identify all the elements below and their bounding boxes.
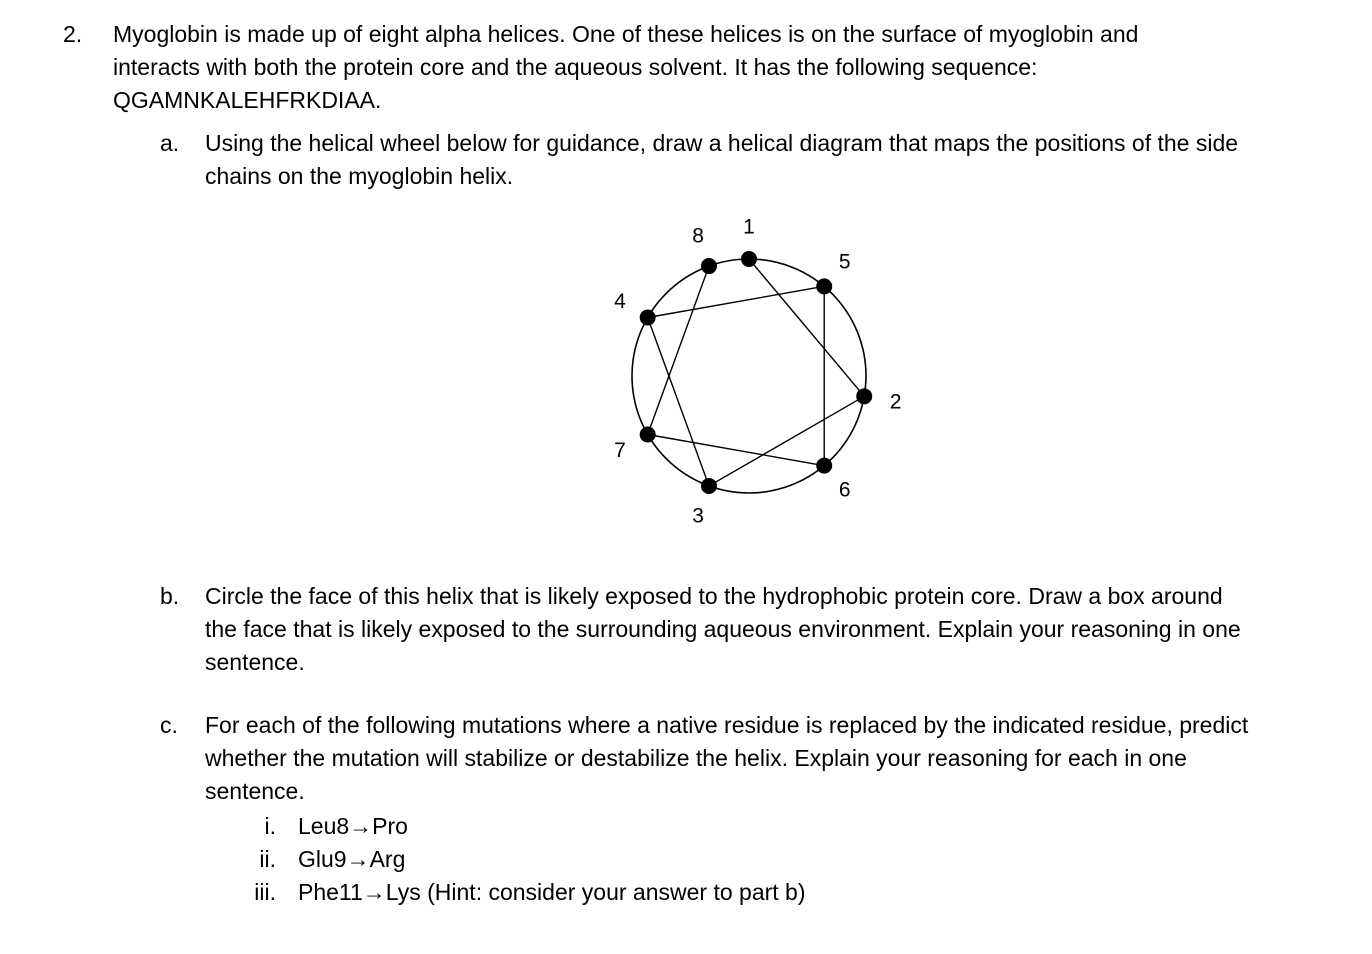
part-c <box>160 709 1332 909</box>
wheel-point <box>856 388 872 404</box>
part-b-text: Circle the face of this helix that is likely exposed to the hydrophobic protein core. Draw a box around the face that is likely exposed to the surrounding aqueous environment. Explain your reasoning in one sentence. <box>205 583 1241 675</box>
wheel-chord <box>709 396 864 486</box>
sub-item-text: Leu8→Pro <box>298 813 408 839</box>
problem-2 <box>63 18 1332 117</box>
part-c-content <box>205 709 1253 909</box>
wheel-chord <box>648 286 825 317</box>
list-item <box>205 810 1253 843</box>
wheel-point <box>640 427 656 443</box>
part-b-label: b. <box>160 583 180 609</box>
wheel-chord <box>648 266 709 434</box>
part-b <box>160 580 1332 679</box>
wheel-point <box>701 258 717 274</box>
list-item <box>205 876 1253 909</box>
wheel-point <box>816 278 832 294</box>
list-item <box>205 843 1253 876</box>
part-c-sublist <box>205 810 1253 909</box>
wheel-point-label: 1 <box>743 215 755 239</box>
helical-wheel-svg <box>568 209 930 543</box>
wheel-point-label: 2 <box>889 390 902 414</box>
part-a-text: Using the helical wheel below for guidance, draw a helical diagram that maps the positions of the side chains on the myoglobin helix. <box>205 130 1239 189</box>
part-a <box>160 127 1332 193</box>
wheel-chord <box>749 259 864 396</box>
part-c-label: c. <box>160 712 178 738</box>
wheel-point <box>741 251 757 267</box>
wheel-point-label: 4 <box>614 290 626 313</box>
wheel-point-label: 8 <box>692 224 704 248</box>
wheel-point-label: 3 <box>692 504 704 528</box>
sub-item-numeral: i. <box>264 813 276 839</box>
part-a-label: a. <box>160 130 180 156</box>
sub-item-numeral: ii. <box>259 846 276 872</box>
wheel-point <box>816 458 832 474</box>
wheel-point <box>640 310 656 326</box>
problem-number: 2. <box>63 21 83 47</box>
wheel-point-label: 6 <box>838 478 851 502</box>
helical-wheel-diagram <box>568 209 930 552</box>
wheel-point-label: 7 <box>614 439 626 462</box>
wheel-circle <box>632 259 866 493</box>
wheel-point <box>701 478 717 494</box>
wheel-chord <box>648 435 825 466</box>
sub-item-numeral: iii. <box>254 879 276 905</box>
sub-item-text: Phe11→Lys (Hint: consider your answer to part b) <box>298 879 806 905</box>
wheel-point-label: 5 <box>838 250 851 274</box>
part-c-text: For each of the following mutations where a native residue is replaced by the indicated residue, predict whether the mutation will stabilize or destabilize the helix. Explain your reasoning for each in one sentence. <box>205 712 1249 804</box>
wheel-chord <box>648 318 709 486</box>
sub-item-text: Glu9→Arg <box>298 846 406 872</box>
problem-intro-text: Myoglobin is made up of eight alpha helices. One of these helices is on the surface of myoglobin and interacts with both the protein core and the aqueous solvent. It has the following sequence: QGAMNKALEHFRKDIAA. <box>113 21 1139 113</box>
